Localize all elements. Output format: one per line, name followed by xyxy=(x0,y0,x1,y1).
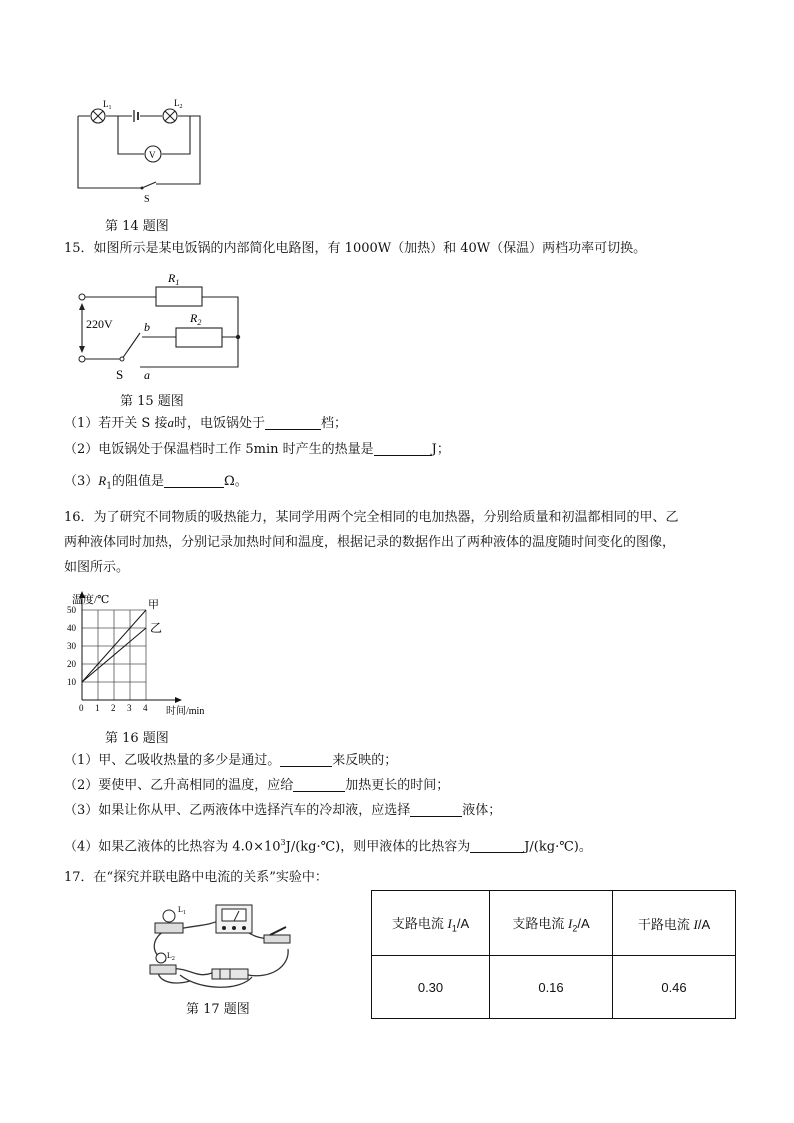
q16-part-4: （4）如果乙液体的比热容为 $4.0\times 10^3J/(kg\cdot℃)$，则甲液体的比热容为 J/(kg·℃)。 xyxy=(64,838,592,855)
q16-stem-line-3: 如图所示。 xyxy=(64,560,130,575)
q17-l1-label: L xyxy=(178,905,183,914)
x-tick-label: 2 xyxy=(111,703,116,713)
answer-blank[interactable] xyxy=(280,753,332,767)
header-branch-current-2: 支路电流 $I_2/A$ xyxy=(490,891,613,956)
x-axis-arrow xyxy=(175,697,182,703)
svg-text:L2: $L_2$ xyxy=(174,98,183,110)
answer-blank[interactable] xyxy=(470,839,524,853)
q14-circuit-diagram xyxy=(70,92,210,208)
q17-stem: 17．在“探究并联电路中电流的关系”实验中： xyxy=(64,870,328,885)
y-tick-label: 50 xyxy=(67,605,76,615)
temperature-time-chart xyxy=(62,590,242,720)
svg-text:R2: $R_2$ xyxy=(190,311,202,327)
y-tick-label: 20 xyxy=(67,659,76,669)
answer-blank[interactable] xyxy=(374,442,432,456)
q14-l1-label: L xyxy=(103,99,109,109)
svg-text:R1: $R_1$ xyxy=(168,271,180,287)
q16-part-1: （1）甲、乙吸收热量的多少是通过。 来反映的； xyxy=(64,753,398,768)
q17-l2-label: L xyxy=(167,951,172,960)
current-data-table xyxy=(371,890,736,1019)
value-main-current: 0.46 xyxy=(613,956,736,1019)
answer-blank[interactable] xyxy=(293,778,345,792)
q16-part-2: （2）要使甲、乙升高相同的温度，应给 加热更长的时间； xyxy=(64,778,450,793)
contact-b-label: b xyxy=(144,320,150,334)
contact-a-label: a xyxy=(144,368,150,382)
series-label: 甲 xyxy=(148,599,159,611)
q16-caption: 第 16 题图 xyxy=(105,731,169,746)
q15-switch-label: S xyxy=(116,367,124,382)
x-tick-label: 3 xyxy=(127,703,132,713)
x-tick-label: 0 xyxy=(79,703,84,713)
y-tick-label: 10 xyxy=(67,677,76,687)
table-header-row xyxy=(372,891,736,956)
q17-caption: 第 17 题图 xyxy=(186,1002,250,1017)
header-main-current: 干路电流 I/A xyxy=(613,891,736,956)
q16-stem-line-1: 16．为了研究不同物质的吸热能力，某同学用两个完全相同的电加热器，分别给质量和初温都相同的甲、乙 xyxy=(64,510,679,525)
q15-part-2: （2）电饭锅处于保温档时工作 5min 时产生的热量是 J； xyxy=(64,442,450,457)
series-label: 乙 xyxy=(150,621,163,635)
q16-stem-line-2: 两种液体同时加热，分别记录加热时间和温度，根据记录的数据作出了两种液体的温度随时间变化的图像， xyxy=(64,535,676,550)
y-tick-label: 40 xyxy=(67,623,76,633)
q15-part-3: $(3)R_1$的阻值是 Ω。 xyxy=(64,473,248,492)
x-tick-label: 1 xyxy=(95,703,100,713)
q16-part-3: （3）如果让你从甲、乙两液体中选择汽车的冷却液，应选择 液体； xyxy=(64,803,502,818)
q14-l2-label: L xyxy=(174,98,180,108)
q15-stem: 15．如图所示是某电饭锅的内部简化电路图，有 1000W（加热）和 40W（保温）两档功率可切换。 xyxy=(64,241,647,256)
x-tick-label: 4 xyxy=(143,703,148,713)
voltage-label: 220V xyxy=(86,317,113,331)
r2-label: R xyxy=(190,311,198,325)
q14-caption: 第 14 题图 xyxy=(105,219,169,234)
header-branch-current-1: 支路电流 $I_1/A$ xyxy=(372,891,490,956)
voltmeter-label: V xyxy=(149,150,156,160)
svg-text:L1: $L_1$ xyxy=(178,905,186,916)
q15-part-1: （1）若开关 S 接a时，电饭锅处于 档； xyxy=(64,415,347,431)
q17-experiment-diagram xyxy=(140,895,300,995)
q15-circuit-diagram xyxy=(70,265,245,385)
table-row xyxy=(372,956,736,1019)
q15-caption: 第 15 题图 xyxy=(120,394,184,409)
x-axis-label: 时间/min xyxy=(166,706,205,717)
y-tick-label: 30 xyxy=(67,641,76,651)
svg-text:L2: $L_2$ xyxy=(167,951,175,962)
value-branch-current-2: 0.16 xyxy=(490,956,613,1019)
svg-text:L1: $L_1$ xyxy=(103,99,112,111)
r1-label: R xyxy=(168,271,176,285)
answer-blank[interactable] xyxy=(410,803,462,817)
answer-blank[interactable] xyxy=(164,474,224,488)
q14-switch-label: S xyxy=(144,194,150,205)
answer-blank[interactable] xyxy=(265,416,321,430)
y-axis-label: 温度/℃ xyxy=(72,594,110,606)
value-branch-current-1: 0.30 xyxy=(372,956,490,1019)
